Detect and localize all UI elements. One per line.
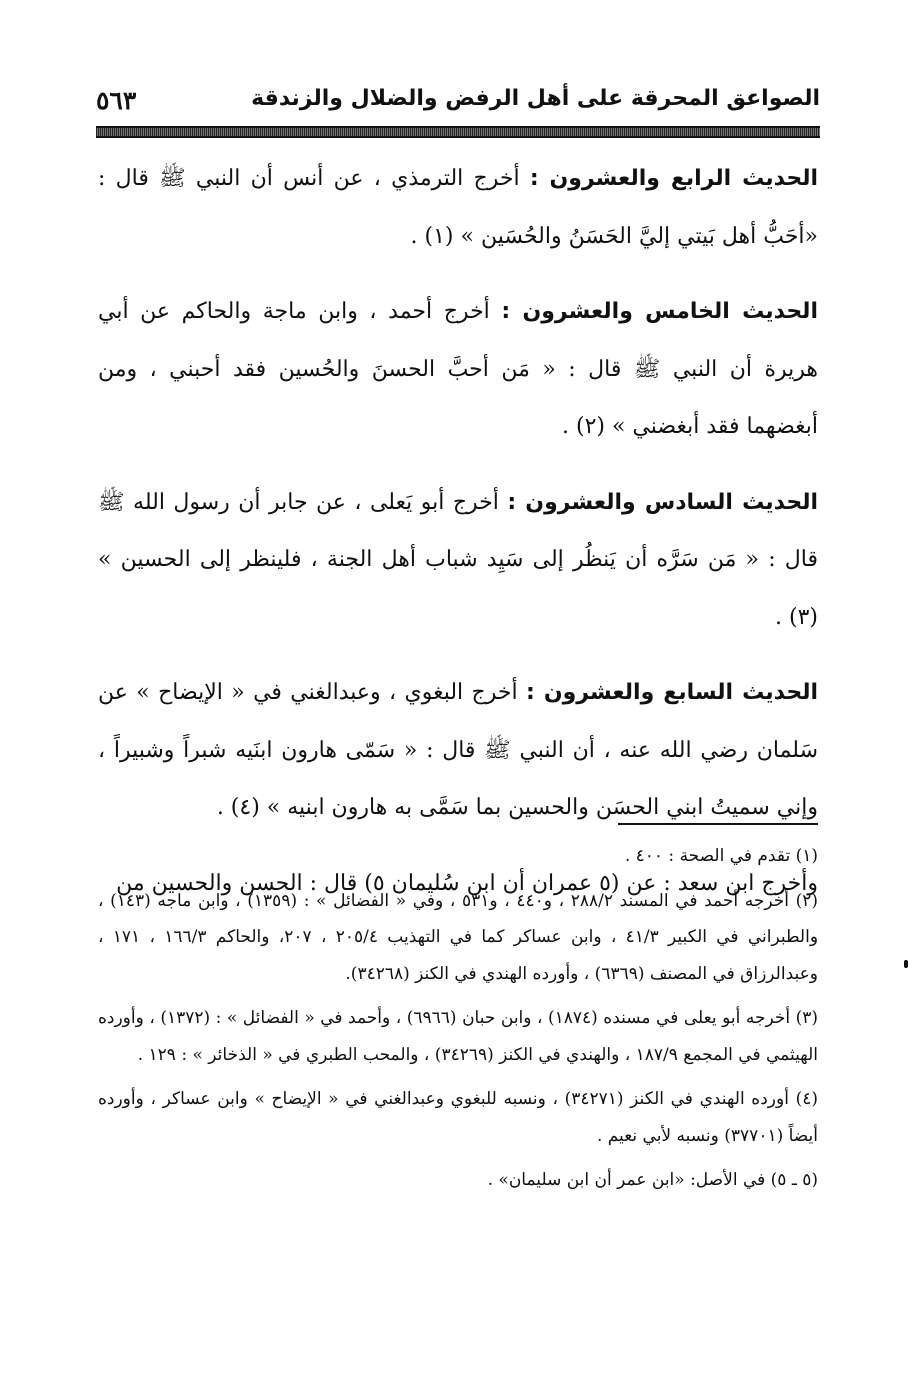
hadith-paragraph-24 <box>98 150 818 265</box>
hadith-heading: الحديث السابع والعشرون : <box>525 680 818 705</box>
footnote-divider <box>618 823 818 825</box>
footnote-3: (٣) أخرجه أبو يعلى في مسنده (١٨٧٤) ، وابن حبان (٦٩٦٦) ، وأحمد في « الفضائل » : (١٣٧٢) ، وأورده الهيثمي في المجمع ١٨٧/٩ ، والهندي في الكنز (٣٤٢٦٩) ، والمحب الطبري في « الذخائر » : ١٢٩ . <box>98 1008 818 1065</box>
hadith-body: أخرج أحمد ، وابن ماجة والحاكم عن أبي هريرة أن النبي ﷺ قال : « مَن أحبَّ الحسنَ والحُسين فقد أحبني ، ومن أبغضهما فقد أبغضني » (٢) . <box>98 299 818 439</box>
hadith-body: أخرج البغوي ، وعبدالغني في « الإيضاح » عن سَلمان رضي الله عنه ، أن النبي ﷺ قال : « سَمّى هارون ابنَيه شبراً وشبيراً ، وإني سميتُ ابني الحسَن والحسين بما سَمَّى به هارون ابنيه » (٤) . <box>98 680 818 820</box>
hadith-body: أخرج أبو يَعلى ، عن جابر أن رسول الله ﷺ قال : « مَن سَرَّه أن يَنظُر إلى سَيِد شباب أهل الجنة ، فلينظر إلى الحسين » (٣) . <box>98 489 818 630</box>
header-divider <box>96 126 820 138</box>
scan-speck <box>904 960 908 968</box>
footnotes <box>98 838 818 1207</box>
hadith-heading: الحديث السادس والعشرون : <box>507 489 819 515</box>
page-number: ٥٦٣ <box>96 86 137 115</box>
paragraph-body: وأخرج ابن سعد : عن (٥ عمران أن ابن سُليمان ٥) قال : الحسن والحسين من <box>116 870 818 896</box>
running-title: الصواعق المحرقة على أهل الرفض والضلال والزندقة <box>251 86 820 111</box>
hadith-paragraph-25 <box>98 283 818 456</box>
footnote-4: (٤) أورده الهندي في الكنز (٣٤٢٧١) ، ونسبه للبغوي وعبدالغني في « الإيضاح » وابن عساكر ، وأورده أيضاً (٣٧٧٠١) ونسبه لأبي نعيم . <box>98 1089 818 1146</box>
hadith-heading: الحديث الخامس والعشرون : <box>501 299 818 324</box>
hadith-paragraph-27 <box>98 664 818 837</box>
footnote-5: (٥ ـ ٥) في الأصل: «ابن عمر أن ابن سليمان» . <box>487 1170 818 1190</box>
hadith-heading: الحديث الرابع والعشرون : <box>529 166 818 191</box>
hadith-body: أخرج الترمذي ، عن أنس أن النبي ﷺ قال : «أحَبُّ أهل بَيتي إليَّ الحَسَنُ والحُسَين » (١) . <box>98 166 818 249</box>
page-header <box>96 78 820 124</box>
main-text <box>98 150 818 912</box>
hadith-paragraph-26 <box>98 474 818 647</box>
footnote-2: (٢) أخرجه أحمد في المسند ٢٨٨/٢ ، و٤٤٠ ، و٥٣١ ، وفي « الفضائل » : (١٣٥٩) ، وابن ماجه (١٤٣) ، والطبراني في الكبير ٤١/٣ ، وابن عساكر كما في التهذيب ٢٠٥/٤ ، ٢٠٧، والحاكم ١٦٦/٣ ، ١٧١ ، وعبدالرزاق في المصنف (٦٣٦٩) ، وأورده الهندي في الكنز (٣٤٢٦٨). <box>98 890 819 984</box>
footnote-1: (١) تقدم في الصحة : ٤٠٠ . <box>624 846 818 866</box>
